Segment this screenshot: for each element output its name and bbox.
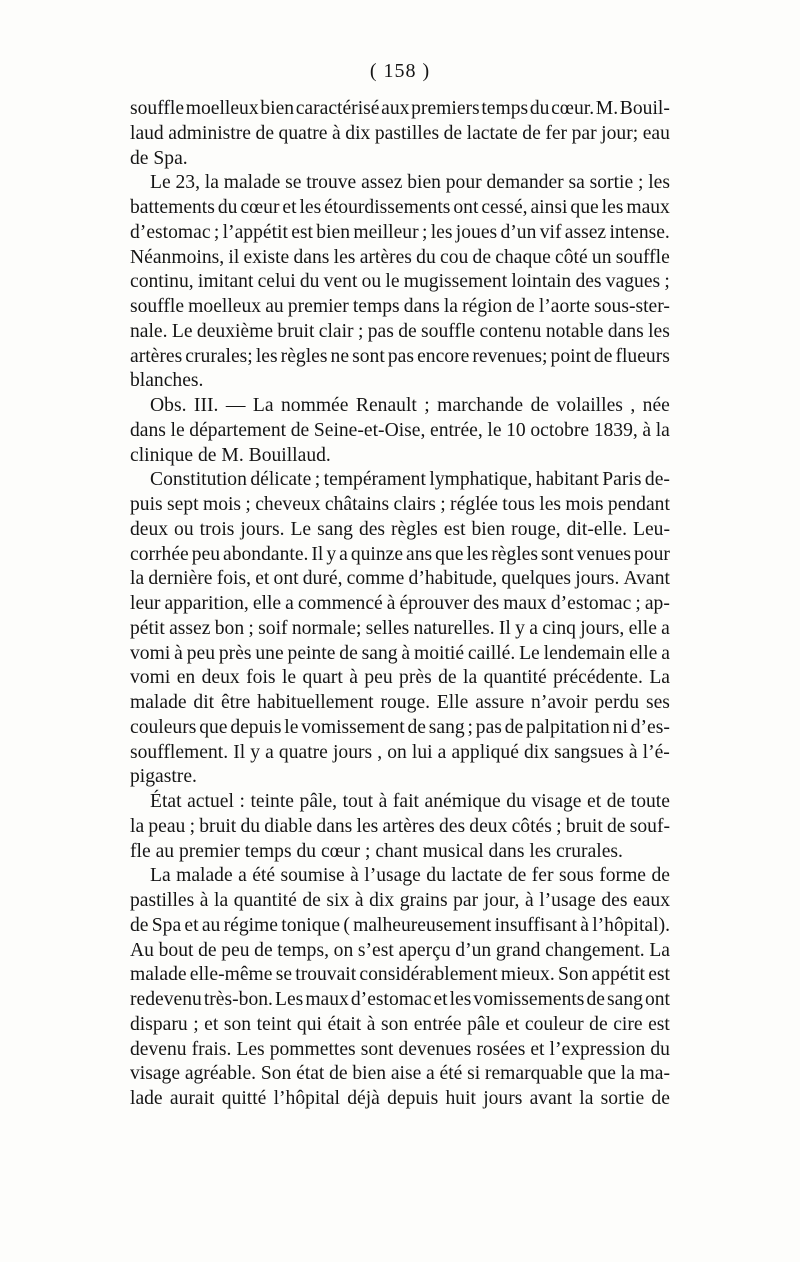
text-line: État actuel : teinte pâle, tout à fait anémique du visage et de toute xyxy=(150,791,670,812)
text-line: pigastre. xyxy=(130,766,197,788)
page-number: ( 158 ) xyxy=(369,60,431,82)
text-line: disparu ; et son teint qui était à son entrée pâle et couleur de cire est xyxy=(130,1013,670,1035)
text-line: soufflement. Il y a quatre jours , on lui a appliqué dix sangsues à l’é- xyxy=(130,741,670,763)
text-line: souffle moelleux bien caractérisé aux premiers temps du cœur. M. Bouil- xyxy=(130,98,670,119)
text-line: corrhée peu abondante. Il y a quinze ans que les règles sont venues pour xyxy=(130,543,670,565)
text-line: d’estomac ; l’appétit est bien meilleur ; les joues d’un vif assez intense. xyxy=(130,221,670,243)
text-line: vomi en deux fois le quart à peu près de la quantité précédente. La xyxy=(130,667,670,689)
text-line: vomi à peu près une peinte de sang à moitié caillé. Le lendemain elle a xyxy=(130,642,670,664)
text-line: redevenu très-bon. Les maux d’estomac et les vomissements de sang ont xyxy=(130,989,670,1010)
text-line: malade dit être habituellement rouge. Elle assure n’avoir perdu ses xyxy=(130,692,670,713)
text-line: de Spa. xyxy=(130,147,188,169)
text-line: Au bout de peu de temps, on s’est aperçu d’un grand changement. La xyxy=(130,939,670,961)
text-line: blanches. xyxy=(130,370,204,392)
text-line: Constitution délicate ; tempérament lymphatique, habitant Paris de- xyxy=(150,469,670,491)
text-line: leur apparition, elle a commencé à éprouver des maux d’estomac ; ap- xyxy=(130,593,670,614)
text-line: malade elle-même se trouvait considérablement mieux. Son appétit est xyxy=(130,964,670,986)
text-line: battements du cœur et les étourdissements ont cessé, ainsi que les maux xyxy=(130,197,670,218)
text-line: pastilles à la quantité de six à dix grains par jour, à l’usage des eaux xyxy=(130,890,670,911)
text-line: clinique de M. Bouillaud. xyxy=(130,444,331,466)
text-line: continu, imitant celui du vent ou le mugissement lointain des vagues ; xyxy=(130,271,670,293)
text-line: devenu frais. Les pommettes sont devenues rosées et l’expression du xyxy=(130,1038,670,1060)
text-line: la dernière fois, et ont duré, comme d’habitude, quelques jours. Avant xyxy=(130,568,670,590)
text-line: puis sept mois ; cheveux châtains clairs ; réglée tous les mois pendant xyxy=(130,494,670,515)
text-line: fle au premier temps du cœur ; chant musical dans les crurales. xyxy=(130,840,623,862)
text-line: la peau ; bruit du diable dans les artères des deux côtés ; bruit de souf- xyxy=(130,815,670,837)
text-line: deux ou trois jours. Le sang des règles est bien rouge, dit-elle. Leu- xyxy=(130,518,670,540)
text-line: couleurs que depuis le vomissement de sang ; pas de palpitation ni d’es- xyxy=(130,716,670,738)
text-line: souffle moelleux au premier temps dans la région de l’aorte sous-ster- xyxy=(130,296,670,317)
text-line: visage agréable. Son état de bien aise a été si remarquable que la ma- xyxy=(130,1063,670,1085)
text-line: Le 23, la malade se trouve assez bien pour demander sa sortie ; les xyxy=(150,172,670,194)
text-line: pétit assez bon ; soif normale; selles naturelles. Il y a cinq jours, elle a xyxy=(130,617,670,639)
text-line: artères crurales; les règles ne sont pas encore revenues; point de flueurs xyxy=(130,345,670,367)
text-line: dans le département de Seine-et-Oise, entrée, le 10 octobre 1839, à la xyxy=(130,419,670,441)
text-line: nale. Le deuxième bruit clair ; pas de souffle contenu notable dans les xyxy=(130,320,670,342)
body-text xyxy=(130,97,670,1112)
text-line: Obs. III. — La nommée Renault ; marchande de volailles , née xyxy=(150,395,670,416)
text-line: Néanmoins, il existe dans les artères du cou de chaque côté un souffle xyxy=(130,246,670,268)
text-line: lade aurait quitté l’hôpital déjà depuis huit jours avant la sortie de xyxy=(130,1088,670,1109)
text-line: laud administre de quatre à dix pastilles de lactate de fer par jour; eau xyxy=(130,122,670,144)
text-line: de Spa et au régime tonique ( malheureusement insuffisant à l’hôpital). xyxy=(130,914,670,936)
text-line: La malade a été soumise à l’usage du lactate de fer sous forme de xyxy=(150,865,670,887)
